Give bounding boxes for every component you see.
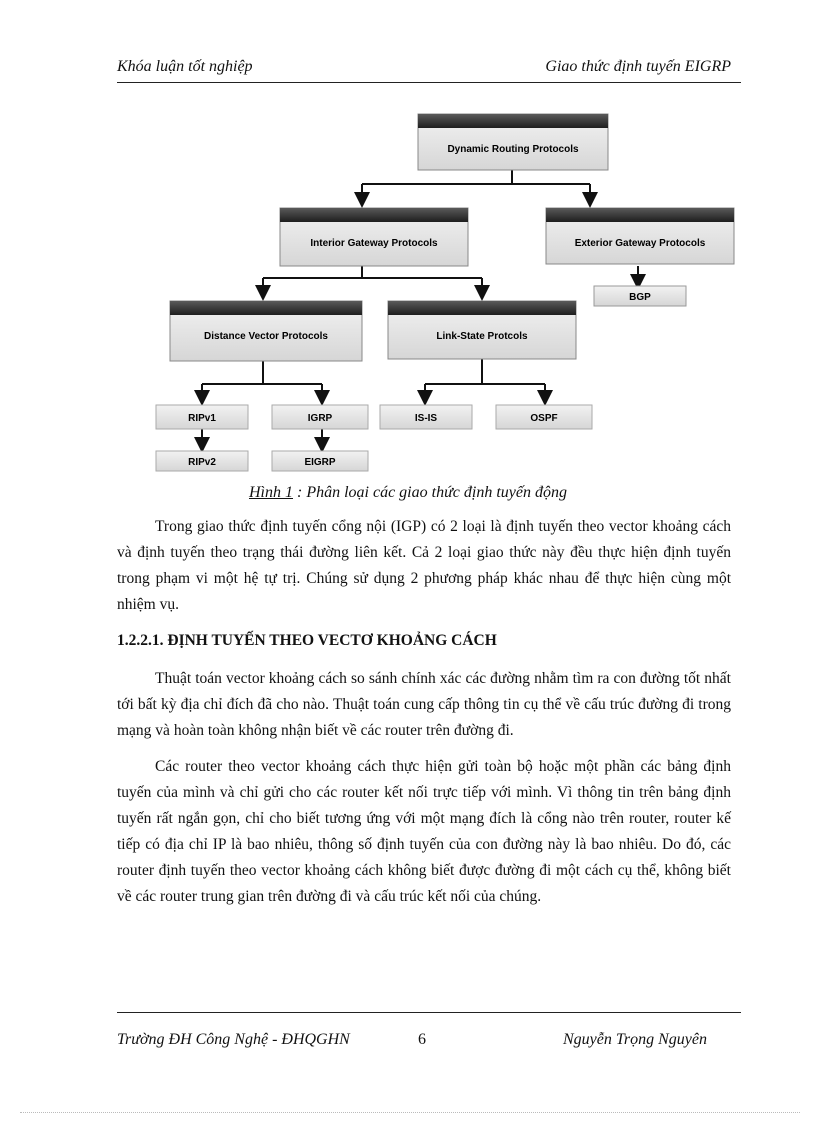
node-label: Interior Gateway Protocols: [310, 238, 438, 249]
paragraph: Các router theo vector khoảng cách thực hiện gửi toàn bộ hoặc một phần các bảng định tuyến của mình và chỉ gửi cho các router kết nối trực tiếp với mình. Vì thông tin trên bảng định tuyến rất ngắn gọn, chỉ cho biết tương ứng với một mạng đích là cổng nào trên router, router kế tiếp có địa chỉ IP là bao nhiêu, thông số định tuyến của con đường này là bao nhiêu. Do đó, các router định tuyến theo vector khoảng cách không biết được đường đi một cách cụ thể, không biết về các router trung gian trên đường đi và cấu trúc kết nối của chúng.: [117, 758, 731, 905]
footer-right: Nguyễn Trọng Nguyên: [563, 1031, 707, 1048]
section-heading: 1.2.2.1. ĐỊNH TUYẾN THEO VECTƠ KHOẢNG CÁCH: [117, 632, 497, 649]
node-link-state: [388, 301, 576, 359]
node-isis: [380, 405, 472, 429]
node-label: Link-State Protcols: [436, 331, 528, 342]
page-edge: [20, 1112, 800, 1113]
page-number: 6: [418, 1031, 426, 1048]
routing-protocols-diagram: [150, 108, 750, 473]
node-ospf: [496, 405, 592, 429]
node-label: RIPv2: [188, 457, 216, 468]
node-igrp: [272, 405, 368, 429]
node-interior-gateway: [280, 208, 468, 266]
node-label: IS-IS: [414, 413, 438, 424]
body-text: [117, 514, 731, 920]
node-ripv2: [156, 451, 248, 471]
node-label: OSPF: [530, 413, 558, 424]
paragraph: Thuật toán vector khoảng cách so sánh chính xác các đường nhằm tìm ra con đường tốt nhất tới bất kỳ địa chỉ đích đã cho nào. Thuật toán cung cấp thông tin cụ thể về cấu trúc đường đi trong mạng và hoàn toàn không nhận biết về các router trên đường đi.: [117, 670, 731, 739]
header-right: Giao thức định tuyến EIGRP: [545, 58, 731, 75]
node-label: EIGRP: [304, 457, 336, 468]
node-label: Exterior Gateway Protocols: [574, 238, 706, 249]
node-label: Dynamic Routing Protocols: [447, 144, 579, 155]
node-bgp: [594, 286, 686, 306]
figure-caption: [0, 484, 816, 502]
caption-label: Hình 1: [248, 484, 293, 501]
node-distance-vector: [170, 301, 362, 361]
footer-divider: [117, 1012, 741, 1013]
node-eigrp: [272, 451, 368, 471]
caption-text: : Phân loại các giao thức định tuyến động: [292, 484, 567, 501]
header-left: Khóa luận tốt nghiệp: [117, 58, 253, 75]
node-label: Distance Vector Protocols: [204, 331, 328, 342]
node-dynamic-routing: [418, 114, 608, 170]
node-label: RIPv1: [188, 413, 216, 424]
node-exterior-gateway: [546, 208, 734, 264]
node-label: BGP: [629, 292, 651, 303]
footer-left: Trường ĐH Công Nghệ - ĐHQGHN: [117, 1031, 350, 1048]
node-ripv1: [156, 405, 248, 429]
page-header: [117, 56, 741, 83]
node-label: IGRP: [307, 413, 333, 424]
paragraph: Trong giao thức định tuyến cổng nội (IGP) có 2 loại là định tuyến theo vector khoảng cách và định tuyến theo trạng thái đường liên kết. Cả 2 loại giao thức này đều thực hiện định tuyến trong phạm vi một hệ tự trị. Chúng sử dụng 2 phương pháp khác nhau để thực hiện cùng một nhiệm vụ.: [117, 518, 731, 613]
